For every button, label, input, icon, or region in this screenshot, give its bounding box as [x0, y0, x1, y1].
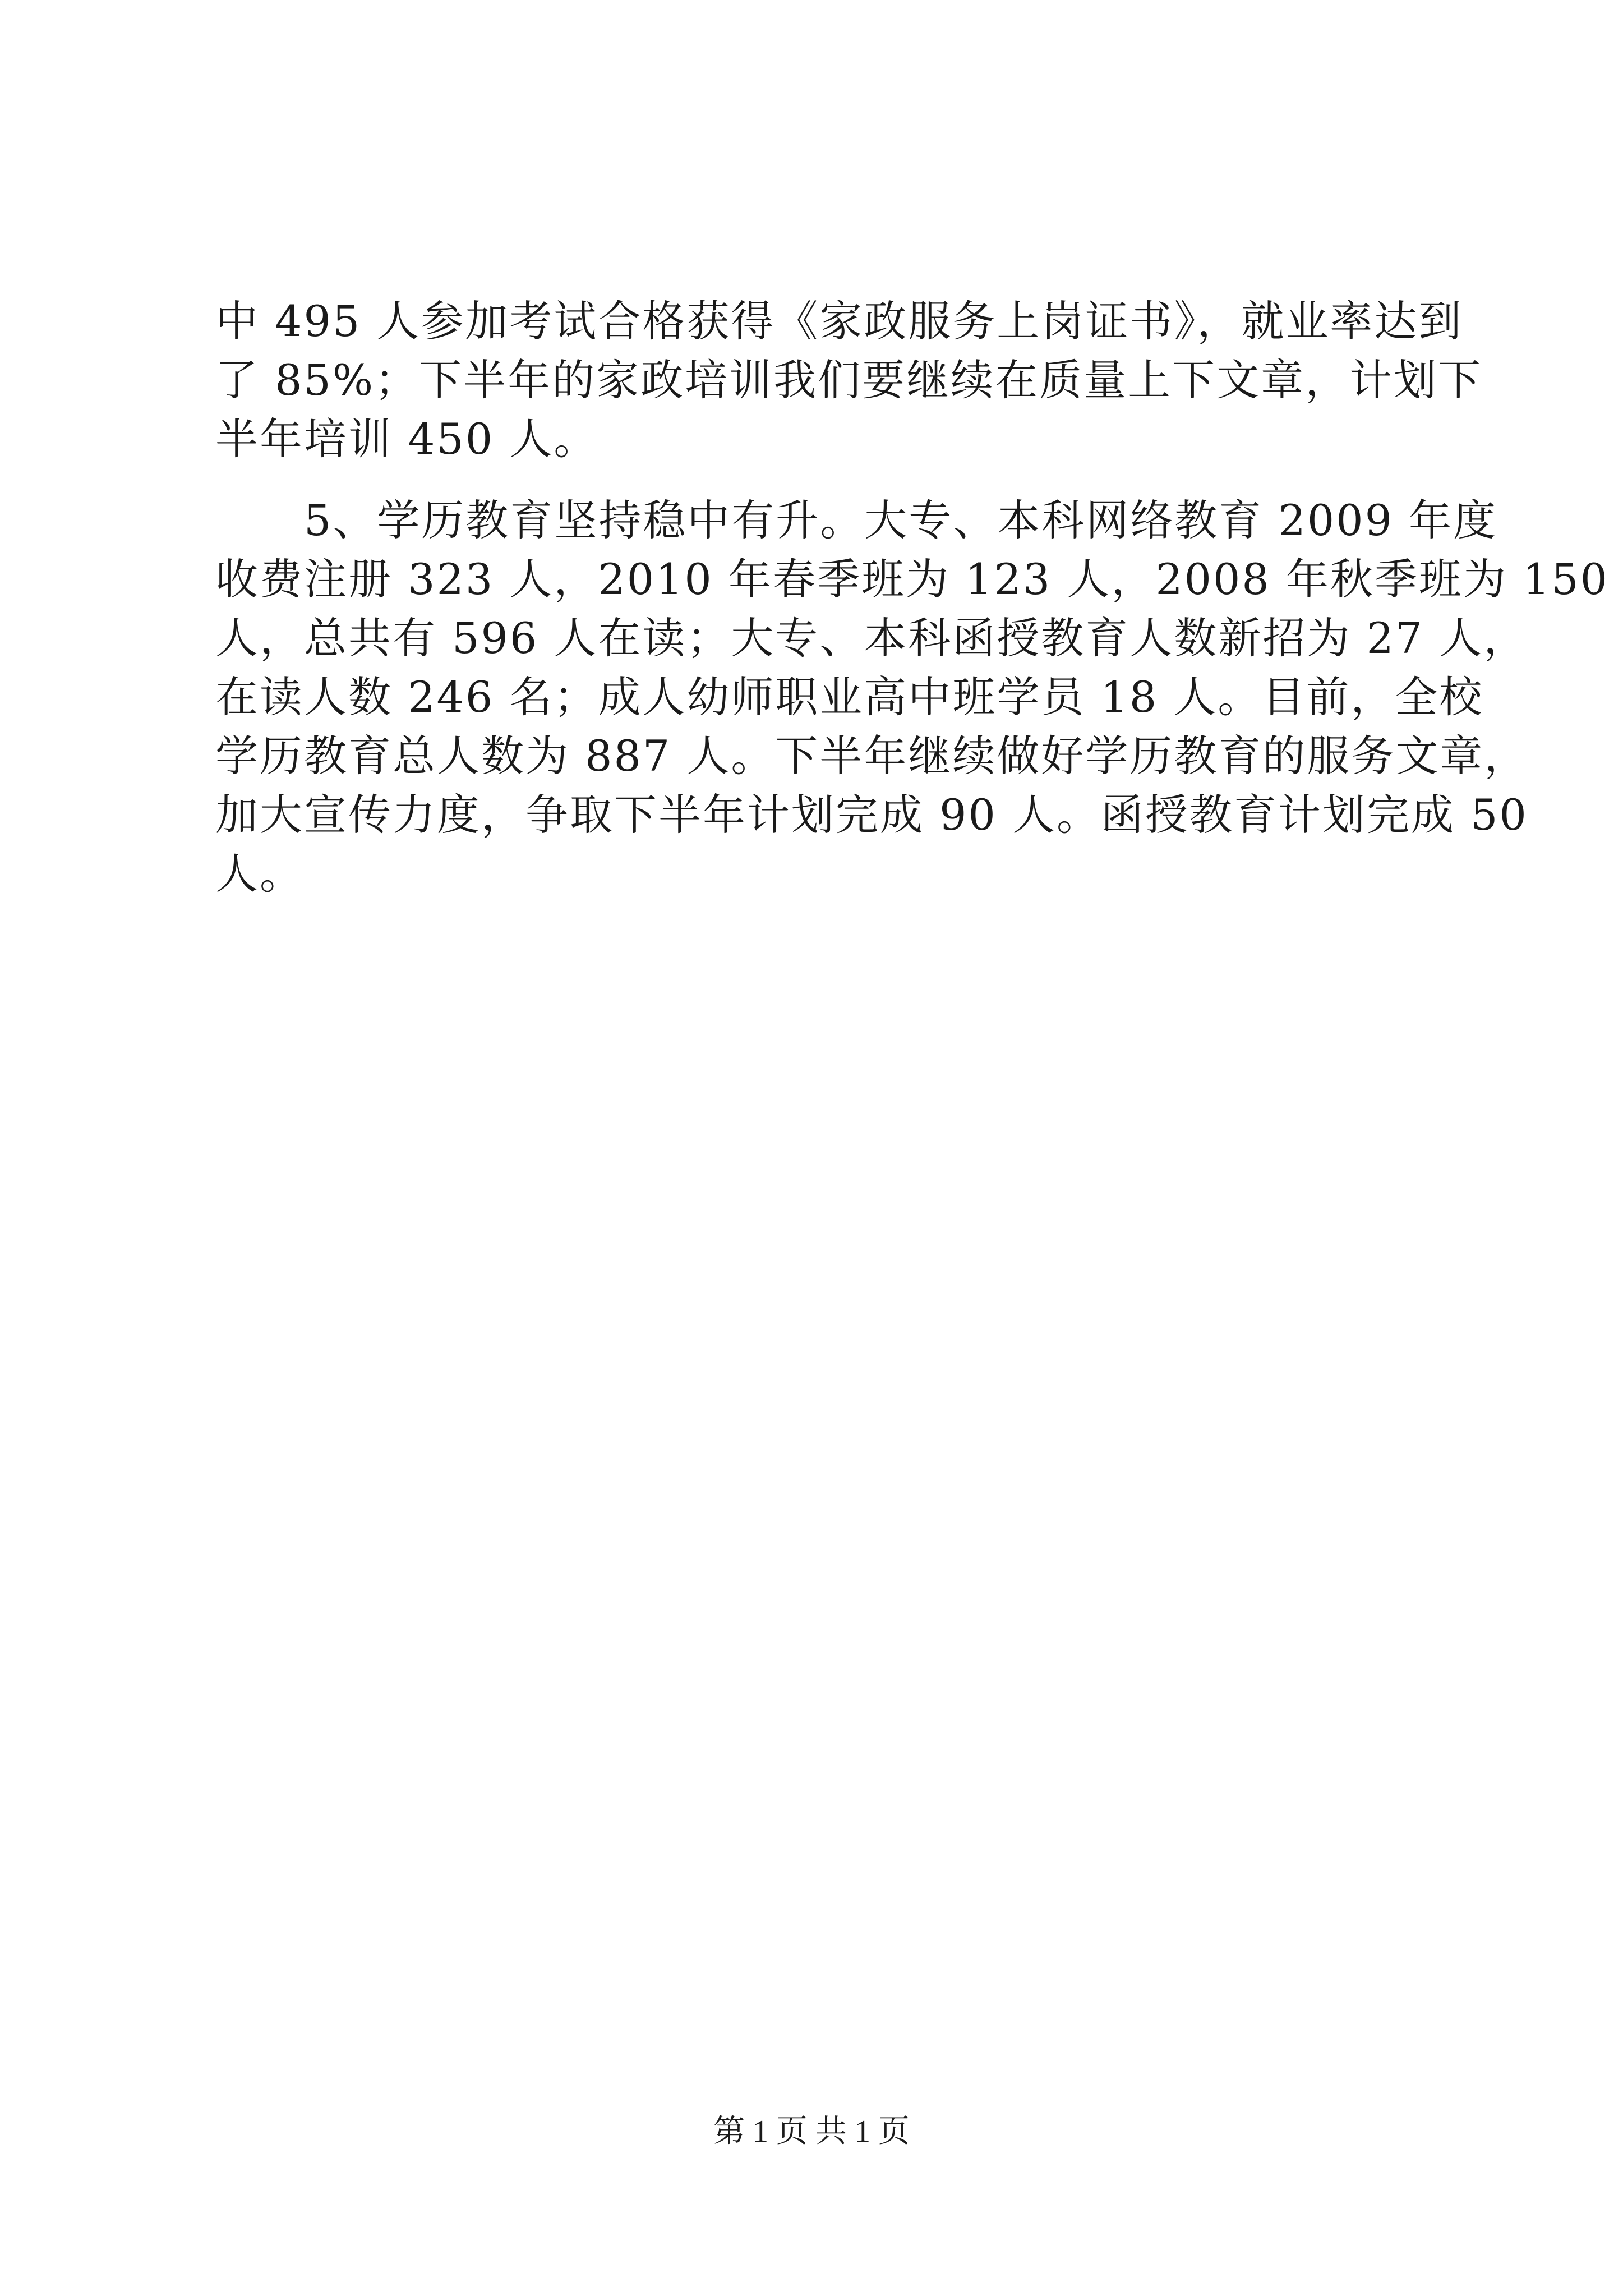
paragraph-2 — [215, 491, 1610, 903]
page-footer: 第 1 页 共 1 页 — [713, 2114, 910, 2149]
text-line: 人，总共有 596 人在读；大专、本科函授教育人数新招为 27 人， — [215, 613, 1528, 663]
text-line: 在读人数 246 名；成人幼师职业高中班学员 18 人。目前，全校 — [215, 672, 1484, 722]
text-line: 学历教育总人数为 887 人。下半年继续做好学历教育的服务文章， — [215, 731, 1529, 781]
text-line: 人。 — [215, 849, 304, 899]
text-line: 半年培训 450 人。 — [215, 414, 598, 464]
text-line: 加大宣传力度，争取下半年计划完成 90 人。函授教育计划完成 50 — [215, 790, 1528, 840]
paragraph-spacer — [215, 468, 1415, 491]
document-body — [215, 292, 1610, 903]
text-line: 了 85%；下半年的家政培训我们要继续在质量上下文章，计划下 — [215, 355, 1483, 405]
paragraph-1 — [215, 292, 1483, 468]
text-line: 5、学历教育坚持稳中有升。大专、本科网络教育 2009 年度 — [215, 495, 1498, 545]
text-line: 中 495 人参加考试合格获得《家政服务上岗证书》，就业率达到 — [215, 296, 1463, 346]
text-line: 收费注册 323 人，2010 年春季班为 123 人，2008 年秋季班为 150 — [215, 554, 1610, 604]
